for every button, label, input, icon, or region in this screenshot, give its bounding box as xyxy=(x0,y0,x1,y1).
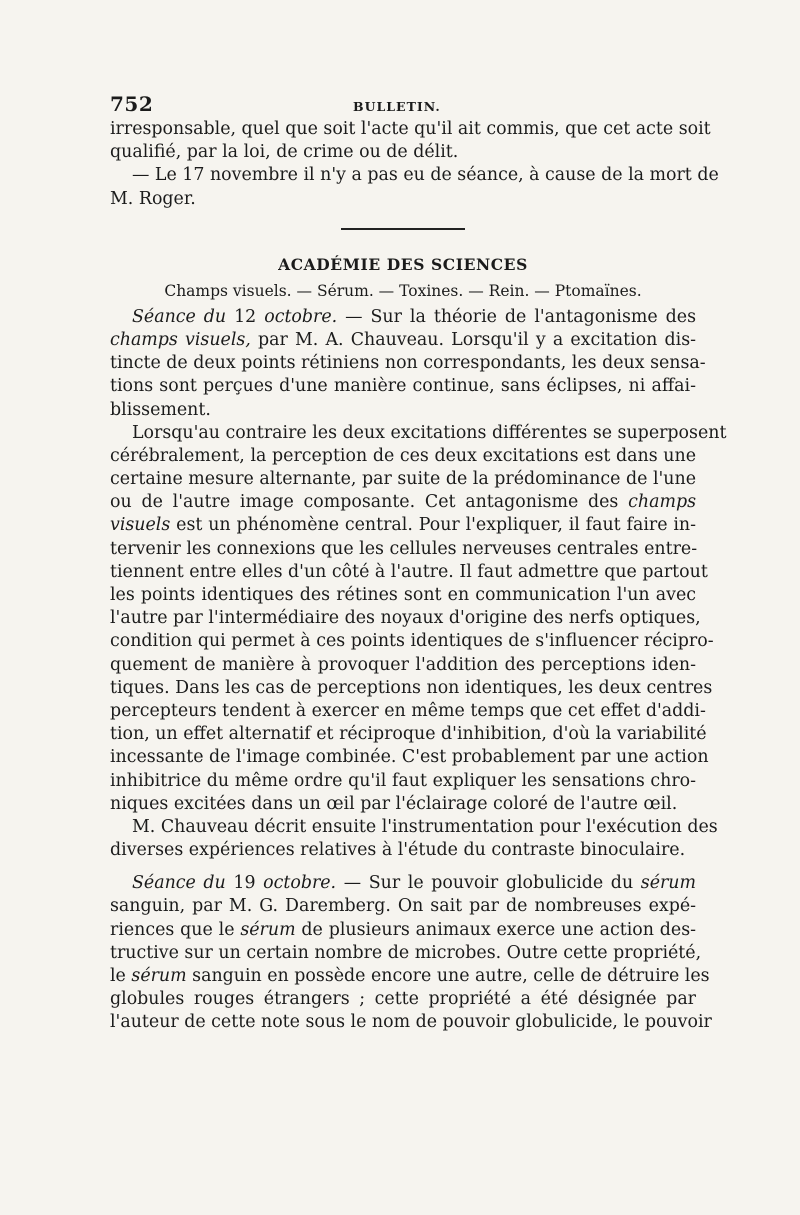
page-header xyxy=(110,92,696,118)
text-line: Lorsqu'au contraire les deux excitations différentes se superposent xyxy=(132,422,727,443)
italic-text: Séance du xyxy=(132,306,227,327)
text-line: niques excitées dans un œil par l'éclairage coloré de l'autre œil. xyxy=(110,793,678,814)
running-head: BULLETIN. xyxy=(353,99,441,114)
text-line: l'auteur de cette note sous le nom de pouvoir globulicide, le pouvoir xyxy=(110,1012,712,1033)
text-span: par M. A. Chauveau. Lorsqu'il y a excitation dis- xyxy=(250,329,697,350)
text-line: globules rouges étrangers ; cette propriété a été désignée par xyxy=(110,989,696,1010)
text-line: tiennent entre elles d'un côté à l'autre. Il faut admettre que partout xyxy=(110,561,708,582)
intro-paragraph xyxy=(110,118,719,211)
text-line: sanguin, par M. G. Daremberg. On sait par de nombreuses expé- xyxy=(110,896,696,917)
italic-text: sérum xyxy=(131,966,187,986)
text-line: tiques. Dans les cas de perceptions non identiques, les deux centres xyxy=(110,677,713,698)
date-number: 19 xyxy=(233,873,256,894)
text-span: est un phénomène central. Pour l'expliquer, il faut faire in- xyxy=(170,515,696,536)
page-number: 752 xyxy=(110,92,154,116)
text-line: incessante de l'image combinée. C'est probablement par une action xyxy=(110,747,709,768)
text-span: — Sur la théorie de l'antagonisme des xyxy=(337,306,696,327)
text-line xyxy=(110,965,710,988)
text-line: M. Roger. xyxy=(110,188,196,209)
text-line: tervenir les connexions que les cellules nerveuses centrales entre- xyxy=(110,538,698,559)
text-line xyxy=(110,491,696,514)
seance-19-octobre xyxy=(110,872,712,1034)
paragraph-gap xyxy=(110,862,696,872)
italic-text: visuels xyxy=(110,515,171,536)
section-subjects: Champs visuels. — Sérum. — Toxines. — Rein. — Ptomaïnes. xyxy=(164,281,642,300)
text-line: cérébralement, la perception de ces deux excitations est dans une xyxy=(110,445,696,466)
text-span: — Sur le pouvoir globulicide du xyxy=(336,873,641,894)
text-line: irresponsable, quel que soit l'acte qu'il ait commis, que cet acte soit xyxy=(110,119,711,139)
text-line xyxy=(110,919,696,942)
text-line: inhibitrice du même ordre qu'il faut expliquer les sensations chro- xyxy=(110,770,696,791)
text-line: M. Chauveau décrit ensuite l'instrumentation pour l'exécution des xyxy=(132,816,718,837)
italic-text: Séance du xyxy=(132,873,226,894)
text-line: blissement. xyxy=(110,399,211,420)
text-line: quement de manière à provoquer l'addition des perceptions iden- xyxy=(110,654,696,675)
text-line xyxy=(110,329,696,352)
text-span: ou de l'autre image composante. Cet antagonisme des xyxy=(110,492,629,513)
text-line: — Le 17 novembre il n'y a pas eu de séance, à cause de la mort de xyxy=(132,165,719,186)
text-line: tructive sur un certain nombre de microbes. Outre cette propriété, xyxy=(110,942,702,963)
text-line: diverses expériences relatives à l'étude du contraste binoculaire. xyxy=(110,840,686,861)
italic-text: octobre. xyxy=(263,873,337,894)
text-line: certaine mesure alternante, par suite de la prédominance de l'une xyxy=(110,469,696,490)
italic-text: champs visuels, xyxy=(110,329,251,350)
text-span: de plusieurs animaux exerce une action des- xyxy=(295,919,696,940)
page xyxy=(110,92,727,1035)
text-line: tion, un effet alternatif et réciproque d'inhibition, d'où la variabilité xyxy=(110,724,707,745)
date-number: 12 xyxy=(234,306,257,327)
text-line: condition qui permet à ces points identiques de s'influencer récipro- xyxy=(110,631,714,652)
text-line xyxy=(110,514,696,537)
italic-text: sérum xyxy=(640,873,696,894)
text-line: l'autre par l'intermédiaire des noyaux d'origine des nerfs optiques, xyxy=(110,608,701,629)
text-span: riences que le xyxy=(110,919,241,940)
italic-text: champs xyxy=(628,492,696,513)
text-span: sanguin en possède encore une autre, celle de détruire les xyxy=(186,966,710,986)
text-line: les points identiques des rétines sont en communication l'un avec xyxy=(110,585,696,605)
text-line: qualifié, par la loi, de crime ou de délit. xyxy=(110,142,459,163)
seance-12-octobre xyxy=(110,306,727,863)
section-title: ACADÉMIE DES SCIENCES xyxy=(278,254,528,274)
text-line: percepteurs tendent à exercer en même temps que cet effet d'addi- xyxy=(110,700,706,721)
text-line xyxy=(110,306,696,329)
text-span: le xyxy=(110,966,132,986)
text-line xyxy=(110,872,696,895)
italic-text: octobre. xyxy=(264,306,338,327)
italic-text: sérum xyxy=(240,919,296,940)
text-line: tions sont perçues d'une manière continue, sans éclipses, ni affai- xyxy=(110,376,696,397)
text-line: tincte de deux points rétiniens non correspondants, les deux sensa- xyxy=(110,353,706,374)
section-divider xyxy=(341,228,465,230)
